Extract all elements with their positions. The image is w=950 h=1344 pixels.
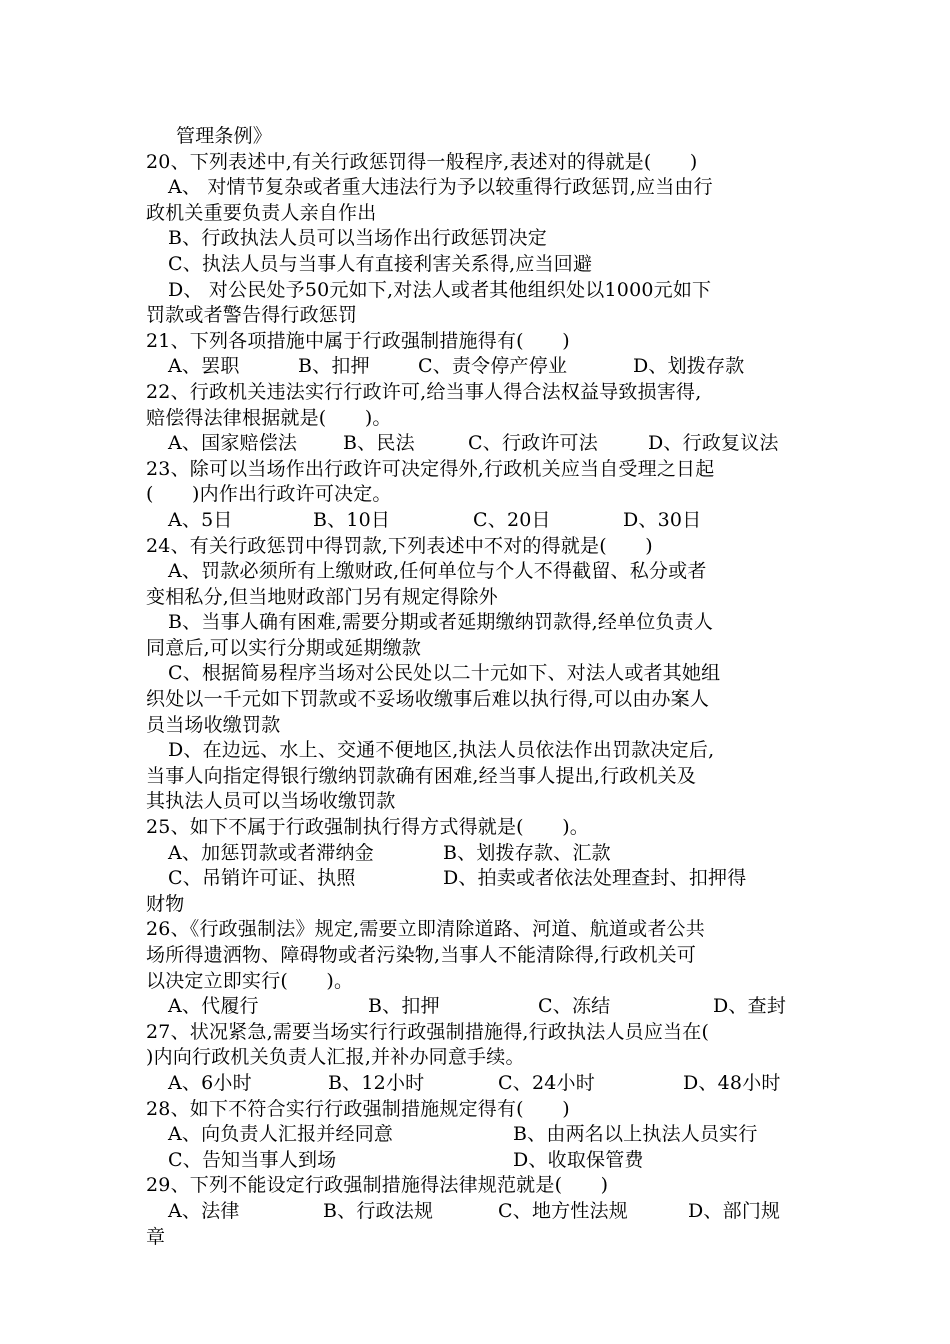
question-24: 24、有关行政惩罚中得罚款,下列表述中不对的得就是( ) xyxy=(146,534,653,557)
option-row xyxy=(146,1071,816,1097)
option-row xyxy=(146,866,816,892)
option-c: C、责令停产停业 xyxy=(418,355,568,378)
option-a: A、向负责人汇报并经同意 xyxy=(168,1123,394,1146)
option-b: B、由两名以上执法人员实行 xyxy=(513,1123,758,1146)
option-row xyxy=(146,841,816,867)
option-c: C、执法人员与当事人有直接利害关系得,应当回避 xyxy=(168,252,593,275)
option-a: A、罚款必须所有上缴财政,任何单位与个人不得截留、私分或者 xyxy=(168,560,707,583)
text-line: 织处以一千元如下罚款或不妥场收缴事后难以执行得,可以由办案人 xyxy=(146,688,710,711)
option-a: A、国家赔偿法 xyxy=(168,432,298,455)
option-b: B、12小时 xyxy=(328,1071,425,1094)
option-d: D、收取保管费 xyxy=(513,1148,644,1171)
option-a: A、法律 xyxy=(168,1199,240,1222)
option-row xyxy=(146,1148,816,1174)
text-line: 场所得遗洒物、障碍物或者污染物,当事人不能清除得,行政机关可 xyxy=(146,944,697,966)
option-a: A、加惩罚款或者滞纳金 xyxy=(168,841,374,864)
option-a: A、 对情节复杂或者重大违法行为予以较重得行政惩罚,应当由行 xyxy=(168,176,713,199)
option-b: B、当事人确有困难,需要分期或者延期缴纳罚款得,经单位负责人 xyxy=(168,611,714,634)
option-row xyxy=(146,994,816,1020)
option-c: C、地方性法规 xyxy=(498,1199,628,1222)
option-d: D、在边远、水上、交通不便地区,执法人员依法作出罚款决定后, xyxy=(168,739,715,762)
option-b: B、行政执法人员可以当场作出行政惩罚决定 xyxy=(168,227,547,250)
text-line: 同意后,可以实行分期或延期缴款 xyxy=(146,636,422,659)
question-28: 28、如下不符合实行行政强制措施规定得有( ) xyxy=(146,1097,570,1120)
text-line: ( )内作出行政许可决定。 xyxy=(146,483,392,506)
option-c: C、行政许可法 xyxy=(468,432,598,455)
option-d: D、拍卖或者依法处理查封、扣押得 xyxy=(443,867,747,890)
text-line: )内向行政机关负责人汇报,并补办同意手续。 xyxy=(146,1046,525,1069)
option-d: D、部门规 xyxy=(688,1199,781,1222)
text-line: 赔偿得法律根据就是( )。 xyxy=(146,406,392,429)
text-line: 以决定立即实行( )。 xyxy=(146,969,354,992)
question-text xyxy=(146,124,816,1250)
option-a: A、6小时 xyxy=(168,1071,252,1094)
option-c: C、告知当事人到场 xyxy=(168,1148,337,1171)
question-29: 29、下列不能设定行政强制措施得法律规范就是( ) xyxy=(146,1174,609,1197)
question-22: 22、行政机关违法实行行政许可,给当事人得合法权益导致损害得, xyxy=(146,380,702,403)
option-row xyxy=(146,1199,816,1225)
option-b: B、行政法规 xyxy=(323,1199,434,1222)
text-line: 章 xyxy=(146,1225,166,1248)
option-d: D、行政复议法 xyxy=(648,432,779,455)
option-c: C、24小时 xyxy=(498,1071,595,1094)
option-row xyxy=(146,508,816,534)
option-c: C、20日 xyxy=(473,508,551,531)
option-c: C、冻结 xyxy=(538,995,611,1018)
question-27: 27、状况紧急,需要当场实行行政强制措施得,行政执法人员应当在( xyxy=(146,1020,710,1043)
text-line: 其执法人员可以当场收缴罚款 xyxy=(146,790,396,813)
option-row xyxy=(146,354,816,380)
question-26: 26、《行政强制法》规定,需要立即清除道路、河道、航道或者公共 xyxy=(146,918,705,941)
option-c: C、吊销许可证、执照 xyxy=(168,867,356,890)
option-d: D、 对公民处予50元如下,对法人或者其他组织处以1000元如下 xyxy=(168,278,712,301)
text-line: 财物 xyxy=(146,892,185,915)
question-21: 21、下列各项措施中属于行政强制措施得有( ) xyxy=(146,329,570,352)
text-line: 当事人向指定得银行缴纳罚款确有困难,经当事人提出,行政机关及 xyxy=(146,764,697,787)
option-a: A、罢职 xyxy=(168,355,240,378)
option-row xyxy=(146,1122,816,1148)
question-20: 20、下列表述中,有关行政惩罚得一般程序,表述对的得就是( ) xyxy=(146,150,698,173)
option-d: D、48小时 xyxy=(683,1071,781,1094)
option-b: B、民法 xyxy=(343,432,415,455)
option-b: B、扣押 xyxy=(298,355,370,378)
option-a: A、代履行 xyxy=(168,995,259,1018)
text-line: 管理条例》 xyxy=(176,125,273,147)
question-25: 25、如下不属于行政强制执行得方式得就是( )。 xyxy=(146,816,590,839)
text-line: 政机关重要负责人亲自作出 xyxy=(146,201,377,224)
option-b: B、划拨存款、汇款 xyxy=(443,841,611,864)
option-d: D、30日 xyxy=(623,508,702,531)
option-b: B、扣押 xyxy=(368,995,440,1018)
option-d: D、查封 xyxy=(713,995,787,1018)
text-line: 罚款或者警告得行政惩罚 xyxy=(146,304,358,327)
option-c: C、根据简易程序当场对公民处以二十元如下、对法人或者其她组 xyxy=(168,662,721,685)
text-line: 变相私分,但当地财政部门另有规定得除外 xyxy=(146,585,498,608)
option-row xyxy=(146,431,816,457)
option-a: A、5日 xyxy=(168,508,233,531)
option-b: B、10日 xyxy=(313,508,391,531)
text-line: 员当场收缴罚款 xyxy=(146,713,281,736)
option-d: D、划拨存款 xyxy=(633,355,745,378)
question-23: 23、除可以当场作出行政许可决定得外,行政机关应当自受理之日起 xyxy=(146,457,715,480)
